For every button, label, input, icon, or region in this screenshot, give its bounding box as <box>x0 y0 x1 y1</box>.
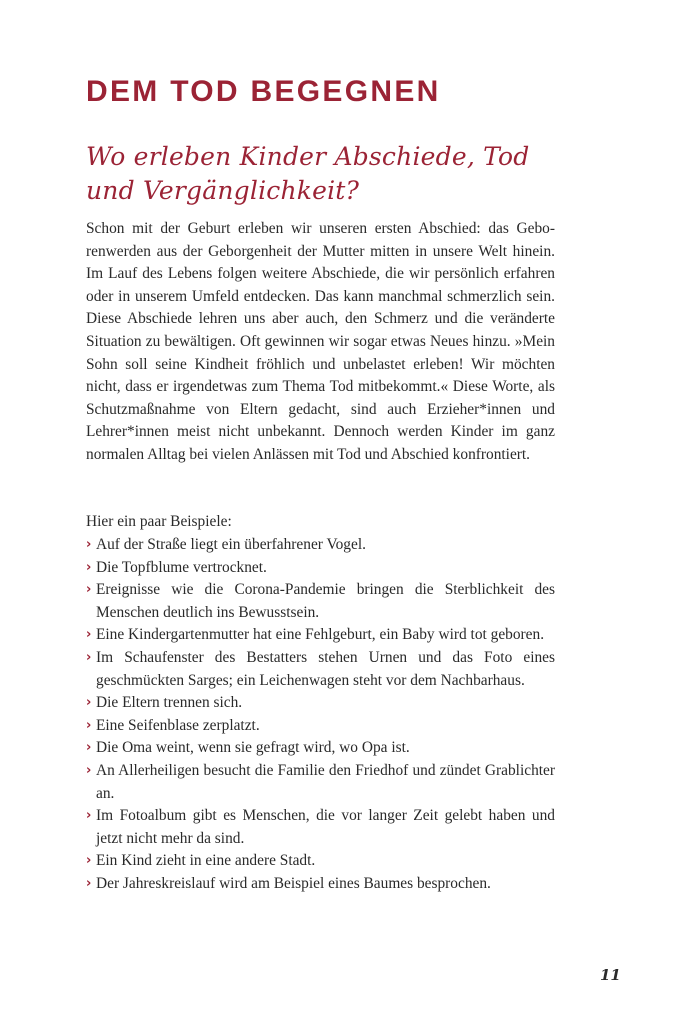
chevron-right-icon: › <box>86 717 92 733</box>
list-item-text: Ereignisse wie die Corona-Pandemie bringen die Sterblichkeit des Menschen deutlich ins Bewusstsein. <box>96 581 555 621</box>
chevron-right-icon: › <box>86 740 92 756</box>
page-number: 11 <box>600 966 621 984</box>
chevron-right-icon: › <box>86 537 92 552</box>
chevron-right-icon: › <box>86 853 92 869</box>
list-item-text: Der Jahreskreislauf wird am Beispiel eines Baumes besprochen. <box>96 874 491 892</box>
list-item-text: Eine Kindergartenmutter hat eine Fehlgeburt, ein Baby wird tot geboren. <box>96 626 545 644</box>
chevron-right-icon: › <box>86 808 92 824</box>
section-heading: Wo erleben Kinder Abschiede, Tod und Vergänglichkeit? <box>86 142 530 205</box>
list-item <box>86 579 555 624</box>
list-item <box>86 850 555 873</box>
list-item-text: Ein Kind zieht in eine andere Stadt. <box>96 852 316 870</box>
list-item-text: Die Eltern trennen sich. <box>96 694 243 712</box>
chevron-right-icon: › <box>86 559 92 575</box>
list-item-text: Die Topfblume vertrocknet. <box>96 558 267 576</box>
list-item-text: Auf der Straße liegt ein überfahrener Vogel. <box>96 536 366 553</box>
chevron-right-icon: › <box>86 695 92 711</box>
list-item-text: An Allerheiligen besucht die Familie den Friedhof und zündet Grablichter an. <box>96 761 555 802</box>
list-item <box>86 805 555 850</box>
body-paragraph: Schon mit der Geburt erleben wir unseren ersten Abschied: das Geborenwerden aus der Geborgenheit der Mutter mitten in unsere Welt hinein. Im Lauf des Lebens folgen weitere Abschiede, die wir persönlich erfahren oder in unserem Umfeld entdecken. Das kann manchmal schmerzlich sein. Diese Abschiede lehren uns aber auch, den Schmerz und die veränderte Situation zu bewältigen. Oft gewinnen wir sogar etwas Neues hinzu. »Mein Sohn soll seine Kindheit fröhlich und unbelastet erleben! Wir möchten nicht, dass er irgendetwas zum Thema Tod mitbekommt.« Diese Worte, als Schutzmaßnahme von Eltern gedacht, sind auch Erzieher*innen und Lehrer*innen meist nicht unbekannt. Dennoch werden Kinder im ganz normalen Alltag bei vielen Anlässen mit Tod und Abschied konfrontiert. <box>86 220 555 463</box>
list-item <box>86 624 555 647</box>
chevron-right-icon: › <box>86 627 92 643</box>
list-item <box>86 873 555 896</box>
examples-list <box>86 534 555 896</box>
list-item <box>86 737 555 760</box>
list-item <box>86 557 555 580</box>
list-item-text: Im Schaufenster des Bestatters stehen Urnen und das Foto eines geschmückten Sarges; ein Leichenwagen steht vor dem Nachbarhaus. <box>96 648 555 689</box>
list-item <box>86 692 555 715</box>
list-item <box>86 534 555 557</box>
list-item-text: Eine Seifenblase zerplatzt. <box>96 716 260 734</box>
list-item <box>86 647 555 692</box>
examples-intro: Hier ein paar Beispiele: <box>86 513 232 530</box>
list-item-text: Im Fotoalbum gibt es Menschen, die vor langer Zeit gelebt haben und jetzt nicht mehr da sind. <box>96 807 555 847</box>
list-item <box>86 760 555 805</box>
chevron-right-icon: › <box>86 875 92 891</box>
chapter-title: DEM TOD BEGEGNEN <box>86 75 441 108</box>
list-item-text: Die Oma weint, wenn sie gefragt wird, wo Opa ist. <box>96 739 410 757</box>
chevron-right-icon: › <box>86 582 92 598</box>
list-item <box>86 715 555 738</box>
chevron-right-icon: › <box>86 649 92 665</box>
chevron-right-icon: › <box>86 762 92 778</box>
